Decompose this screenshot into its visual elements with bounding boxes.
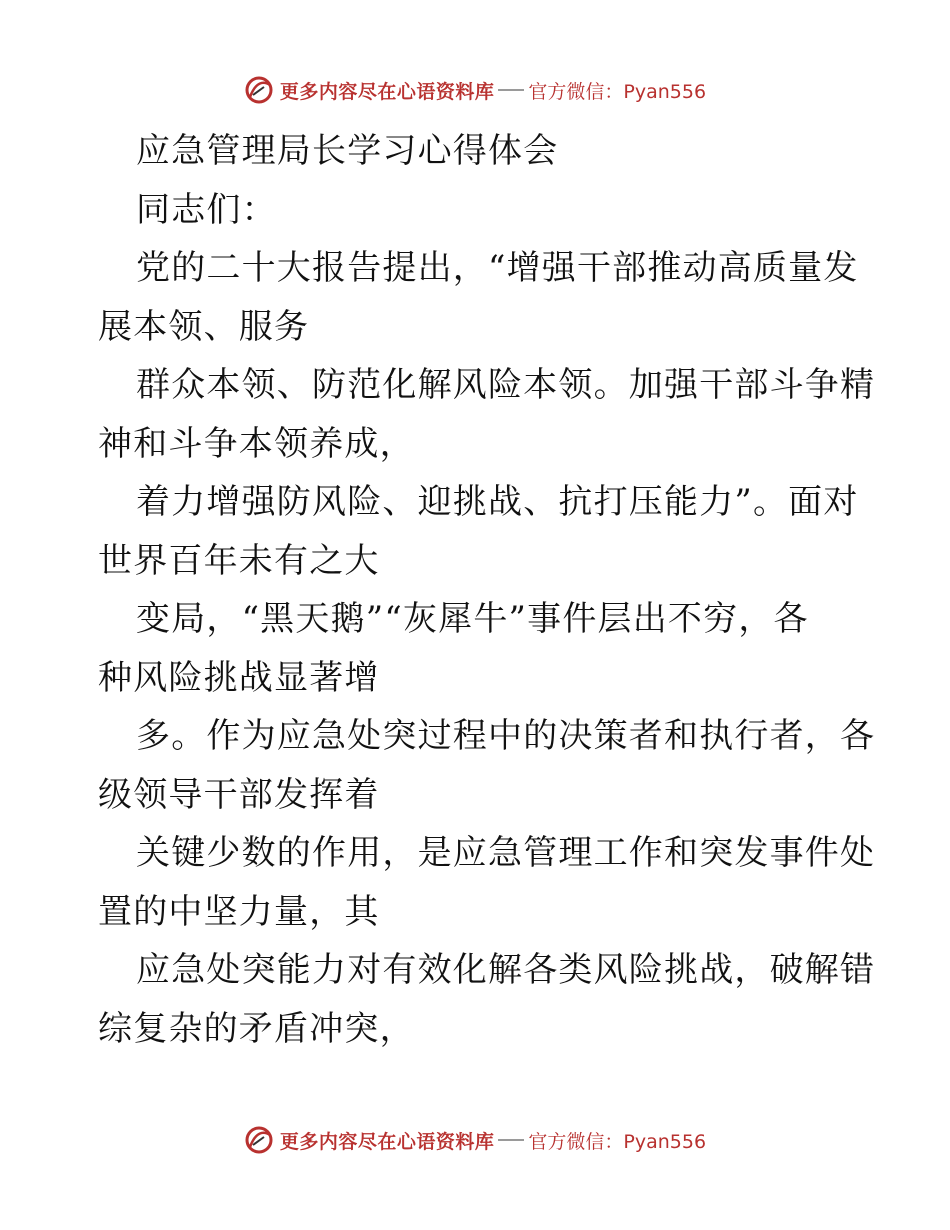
watermark-main-text: 更多内容尽在心语资料库: [279, 1130, 495, 1153]
logo-icon: [244, 1125, 274, 1155]
watermark-main-text: 更多内容尽在心语资料库: [279, 80, 495, 103]
text-line: 着力增强防风险、迎挑战、抗打压能力”。面对: [136, 482, 859, 522]
document-body: [98, 122, 876, 1058]
text-line: 展本领、服务: [98, 306, 310, 347]
header-watermark: [0, 70, 950, 110]
text-line: 世界百年未有之大: [98, 540, 380, 581]
text-line: 置的中坚力量，其: [98, 891, 380, 932]
footer-watermark: [0, 1120, 950, 1160]
text-line: 关键少数的作用，是应急管理工作和突发事件处: [136, 833, 876, 873]
text-line: 级领导干部发挥着: [98, 774, 380, 815]
logo-icon: [244, 75, 274, 105]
text-line: 综复杂的矛盾冲突，: [98, 1008, 415, 1049]
text-line: 群众本领、防范化解风险本领。加强干部斗争精: [136, 365, 876, 405]
watermark-separator: [498, 89, 524, 91]
document-title: 应急管理局长学习心得体会: [136, 131, 559, 171]
text-line: 党的二十大报告提出，“增强干部推动高质量发: [136, 248, 859, 288]
text-line: 种风险挑战显著增: [98, 657, 380, 698]
text-line: 神和斗争本领养成，: [98, 423, 415, 464]
watermark-sub-text: 官方微信：Pyan556: [528, 1130, 707, 1153]
salutation: 同志们：: [136, 189, 277, 230]
text-line: 多。作为应急处突过程中的决策者和执行者，各: [136, 716, 876, 756]
watermark-sub-text: 官方微信：Pyan556: [528, 80, 707, 103]
text-line: 变局，“黑天鹅”“灰犀牛”事件层出不穷，各: [136, 599, 809, 639]
text-line: 应急处突能力对有效化解各类风险挑战，破解错: [136, 950, 876, 990]
watermark-separator: [498, 1139, 524, 1141]
